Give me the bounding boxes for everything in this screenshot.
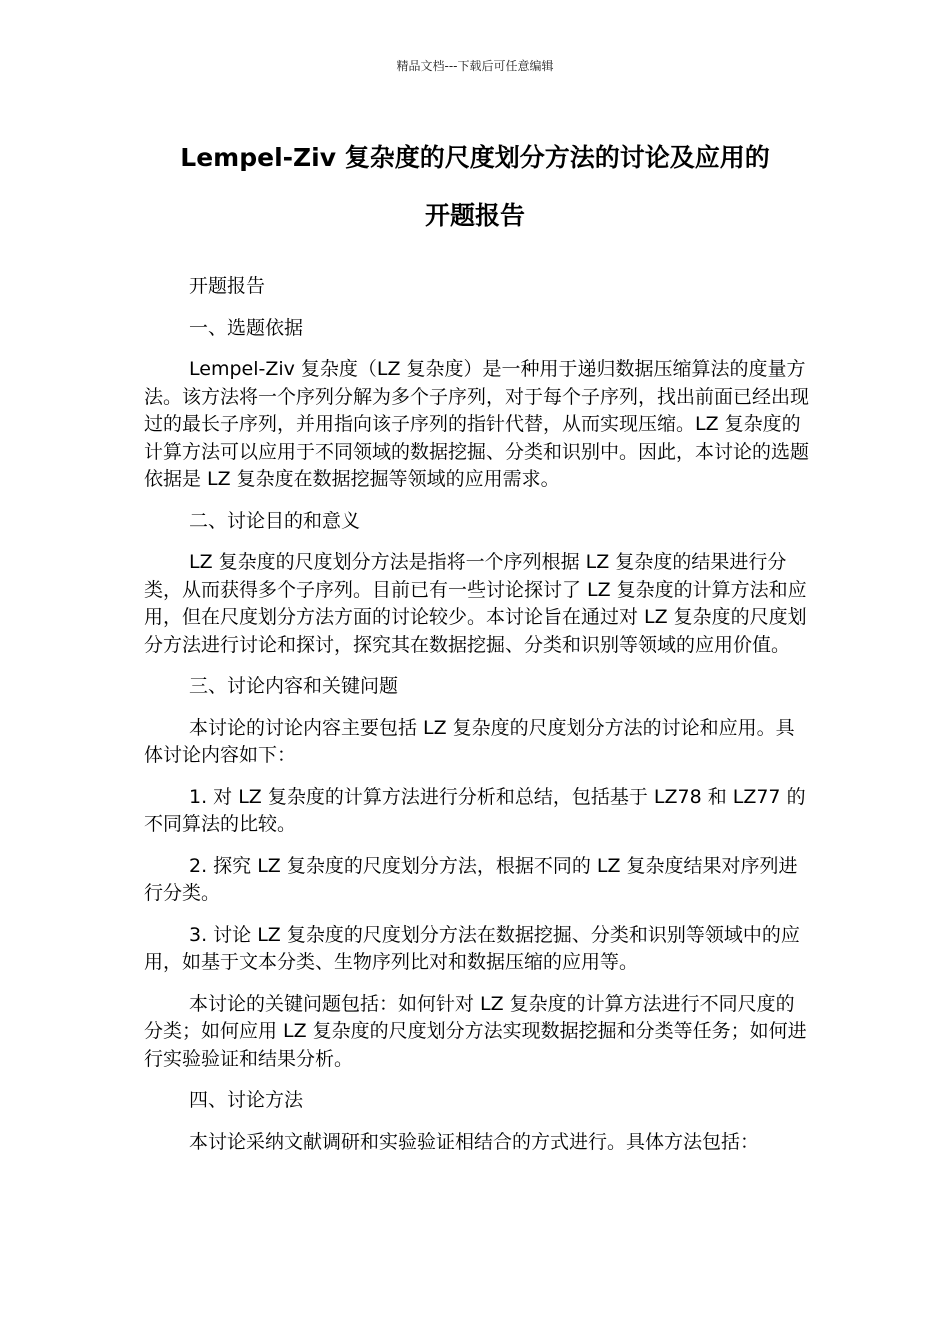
- paragraph-report-label: 开题报告: [189, 275, 266, 297]
- paragraph-purpose: LZ 复杂度的尺度划分方法是指将一个序列根据 LZ 复杂度的结果进行分类，从而获得多个子序列。目前已有一些讨论探讨了 LZ 复杂度的计算方法和应用，但在尺度划分方法方面的讨论较少。本讨论旨在通过对 LZ 复杂度的尺度划分方法进行讨论和探讨，探究其在数据挖掘、分类和识别等领域的应用价值。: [144, 551, 807, 656]
- section-heading-3: 三、讨论内容和关键问题: [189, 675, 399, 697]
- document-title-line-2: 开题报告: [424, 201, 525, 230]
- paragraph-key-questions: 本讨论的关键问题包括：如何针对 LZ 复杂度的计算方法进行不同尺度的分类；如何应用 LZ 复杂度的尺度划分方法实现数据挖掘和分类等任务；如何进行实验验证和结果分析。: [144, 992, 807, 1070]
- list-item-3: 3. 讨论 LZ 复杂度的尺度划分方法在数据挖掘、分类和识别等领域中的应用，如基于文本分类、生物序列比对和数据压缩的应用等。: [144, 923, 800, 973]
- paragraph-content-intro: 本讨论的讨论内容主要包括 LZ 复杂度的尺度划分方法的讨论和应用。具体讨论内容如下：: [144, 716, 795, 766]
- paragraph-basis: Lempel-Ziv 复杂度（LZ 复杂度）是一种用于递归数据压缩算法的度量方法。该方法将一个序列分解为多个子序列，对于每个子序列，找出前面已经出现过的最长子序列，并用指向该子序列的指针代替，从而实现压缩。LZ 复杂度的计算方法可以应用于不同领域的数据挖掘、分类和识别中。因此，本讨论的选题依据是 LZ 复杂度在数据挖掘等领域的应用需求。: [144, 358, 810, 490]
- section-heading-1: 一、选题依据: [189, 316, 304, 339]
- section-heading-4: 四、讨论方法: [189, 1089, 304, 1111]
- section-heading-2: 二、讨论目的和意义: [189, 509, 361, 532]
- paragraph-methods: 本讨论采纳文献调研和实验验证相结合的方式进行。具体方法包括：: [189, 1130, 760, 1153]
- list-item-2: 2. 探究 LZ 复杂度的尺度划分方法，根据不同的 LZ 复杂度结果对序列进行分类。: [144, 854, 798, 904]
- document-title-line-1: Lempel-Ziv 复杂度的尺度划分方法的讨论及应用的: [180, 143, 770, 172]
- document-body: [144, 273, 812, 1170]
- list-item-1: 1. 对 LZ 复杂度的计算方法进行分析和总结，包括基于 LZ78 和 LZ77 的不同算法的比较。: [144, 785, 806, 835]
- header-note: 精品文档---下载后可任意编辑: [396, 59, 554, 73]
